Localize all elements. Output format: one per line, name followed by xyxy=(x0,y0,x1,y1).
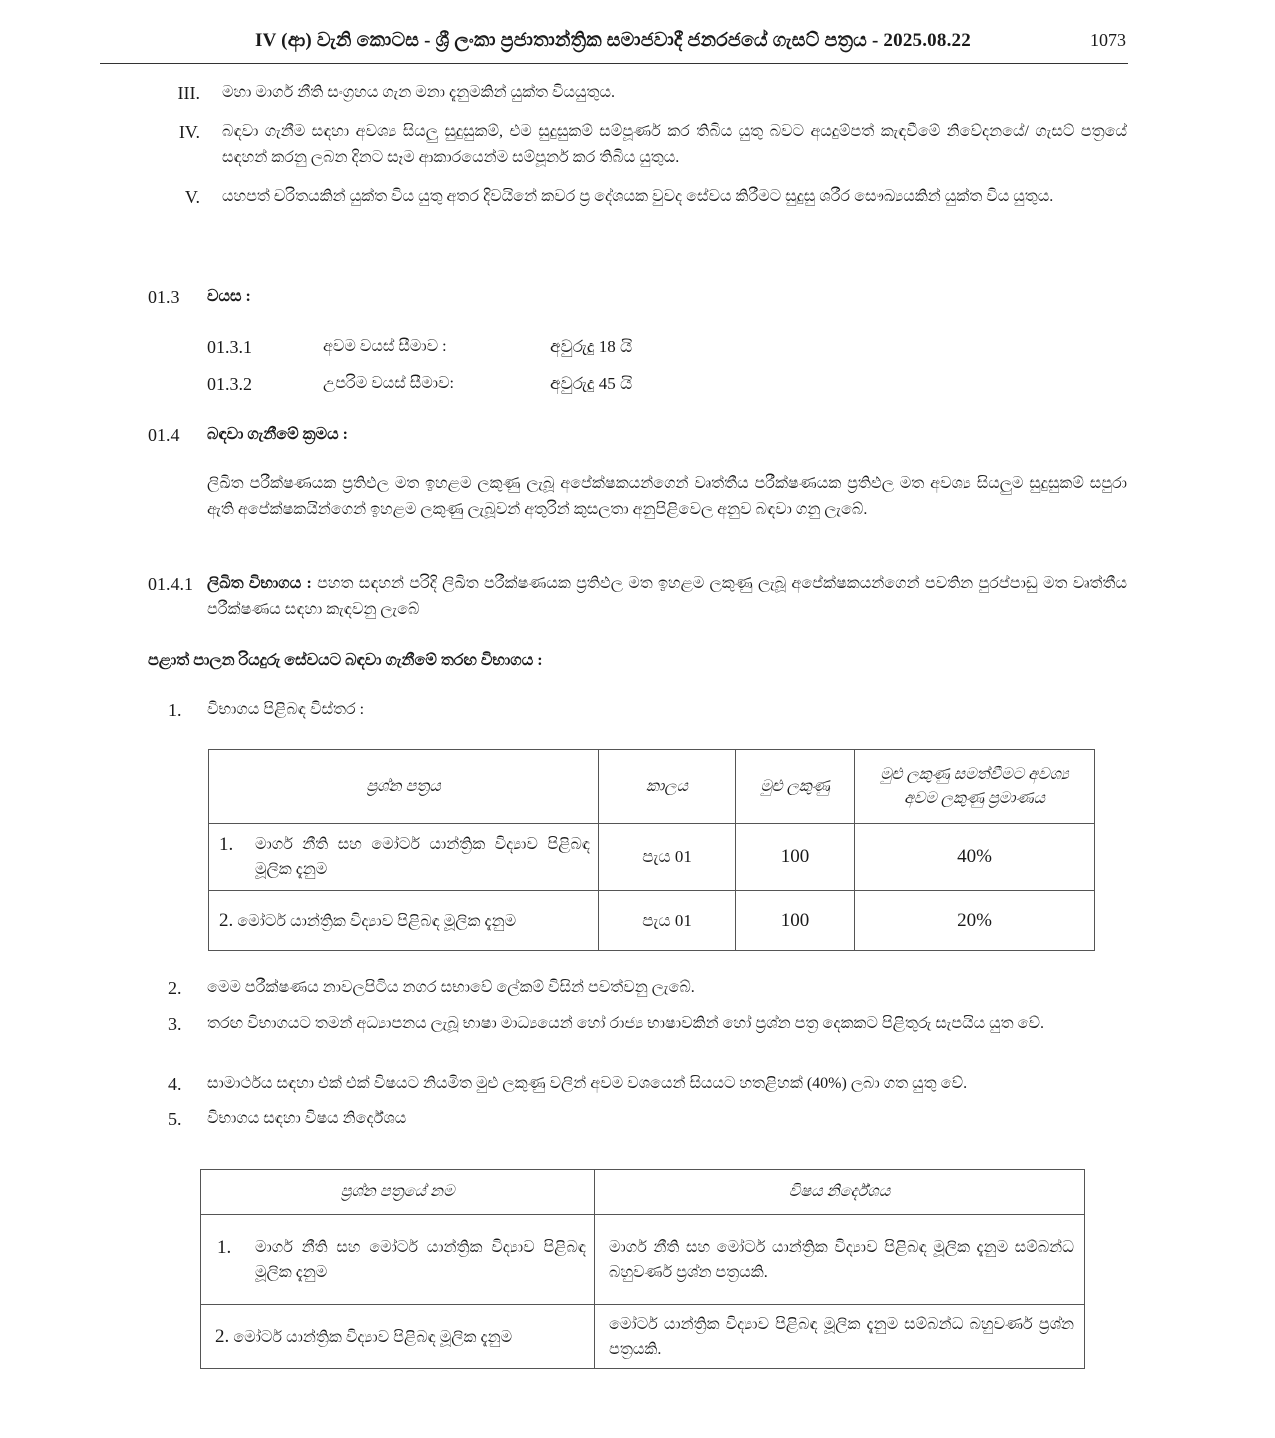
table-row xyxy=(209,891,1095,951)
requirement-numeral: IV. xyxy=(178,122,200,142)
exam-point-text: තරඟ විභාගයට තමන් අධ්‍යාපනය ලැබූ භාෂා මාධ්‍යයෙන් හෝ රාජ්‍ය භාෂාවකින් හෝ ප්‍රශ්න පත්‍ර දෙකකට පිළිතුරු සැපයිය යුත වේ. xyxy=(207,1015,1045,1032)
exam-details-table xyxy=(208,749,1095,951)
header-total-marks: මුළු ලකුණු xyxy=(736,750,855,824)
table-row xyxy=(201,1215,1085,1305)
paper-name: මෝටර් යාන්ත්‍රික විද්‍යාව පිළිබඳ මූලික දැනුම xyxy=(233,1328,513,1346)
table-header-row xyxy=(201,1170,1085,1215)
gazette-header-title: IV (ආ) වැනි කොටස - ශ්‍රී ලංකා ප්‍රජාතාන්ත්‍රික සමාජවාදී ජනරජයේ ගැසට් පත්‍රය - 2025.08.22 xyxy=(255,30,971,51)
paper-cell xyxy=(201,1215,595,1305)
written-exam-paragraph xyxy=(207,571,1127,623)
section-number: 01.4.1 xyxy=(148,574,193,594)
exam-point-text: විභාගය සඳහා විෂය නිර්දේශය xyxy=(207,1110,407,1127)
exam-point-number: 2. xyxy=(168,978,182,998)
row-number: 1. xyxy=(217,1236,232,1258)
age-item-number: 01.3.1 xyxy=(207,337,252,357)
paper-name: මාර්ග නීති සහ මෝටර් යාන්ත්‍රික විද්‍යාව පිළිබඳ මූලික දැනුම xyxy=(255,836,590,878)
paper-name: මාර්ග නීති සහ මෝටර් යාන්ත්‍රික විද්‍යාව පිළිබඳ මූලික දැනුම xyxy=(255,1238,586,1281)
age-item-label: අවම වයස් සීමාව : xyxy=(323,338,447,355)
requirement-text: මහා මාර්ග නීති සංග්‍රහය ගැන මනා දැනුමකින් යුක්ත වියයුතුය. xyxy=(222,84,616,101)
exam-point-number: 1. xyxy=(168,700,182,720)
age-item-label: උපරිම වයස් සීමාව: xyxy=(323,375,454,392)
table-header-row xyxy=(209,750,1095,824)
row-number: 2. xyxy=(219,909,234,931)
row-number: 1. xyxy=(219,834,234,855)
syllabus-cell: මෝටර් යාන්ත්‍රික විද්‍යාව පිළිබඳ මූලික දැනුම සම්බන්ධ බහුවර්ණ ප්‍රශ්න පත්‍රයකි. xyxy=(595,1305,1085,1369)
recruitment-body: ලිඛිත පරීක්ෂණයක ප්‍රතිඵල මත ඉහළම ලකුණු ලැබූ අපේක්ෂකයන්ගෙන් වෘත්තීය පරීක්ෂණයක ප්‍රතිඵල මත අවශ්‍ය සියලුම සුදුසුකම් සපුරා ඇති අපේක්ෂකයින්ගෙන් ඉහළම ලකුණු ලැබූවන් අතුරින් කුසලතා අනුපිළිවෙල අනුව බඳවා ගනු ලැබේ. xyxy=(207,475,1127,518)
age-item-value: අවුරුදු 18 යි xyxy=(550,337,633,356)
requirement-numeral: III. xyxy=(177,83,200,103)
pass-marks-cell: 40% xyxy=(855,824,1095,891)
section-title-recruitment: බඳවා ගැනීමේ ක්‍රමය : xyxy=(207,426,348,443)
header-syllabus: විෂය නිර්දේශය xyxy=(595,1170,1085,1215)
header-paper: ප්‍රශ්න පත්‍රය xyxy=(209,750,599,824)
header-pass-marks: මුළු ලකුණු සමත්වීමට අවශ්‍ය අවම ලකුණු ප්‍රමාණය xyxy=(855,750,1095,824)
exam-point-number: 5. xyxy=(168,1109,182,1129)
page-number: 1073 xyxy=(1090,30,1126,50)
row-number: 2. xyxy=(215,1325,230,1347)
duration-cell: පැය 01 xyxy=(599,824,736,891)
header-paper-name: ප්‍රශ්න පත්‍රයේ නම xyxy=(201,1170,595,1215)
exam-point-text: විභාගය පිළිබඳ විස්තර : xyxy=(207,701,365,718)
table-row xyxy=(209,824,1095,891)
paper-cell xyxy=(209,891,599,951)
syllabus-cell: මාර්ග නීති සහ මෝටර් යාන්ත්‍රික විද්‍යාව පිළිබඳ මූලික දැනුම සම්බන්ධ බහුවර්ණ ප්‍රශ්න පත්‍රයකි. xyxy=(595,1215,1085,1305)
paper-cell xyxy=(201,1305,595,1369)
section-number: 01.4 xyxy=(148,425,180,445)
paper-cell xyxy=(209,824,599,891)
paper-name: මෝටර් යාන්ත්‍රික විද්‍යාව පිළිබඳ මූලික දැනුම xyxy=(237,912,517,930)
requirement-text: යහපත් චරිතයකින් යුක්ත විය යුතු අතර දිවයිනේ කවර ප්‍ර දේශයක වුවද සේවය කිරීමට සුදුසු ශරීර සෞඛ්‍යයකින් යුක්ත විය යුතුය. xyxy=(222,188,1054,205)
requirement-text: බඳවා ගැනීම සඳහා අවශ්‍ය සියලු සුදුසුකම්, එම සුදුසුකම් සම්පූර්ණ කර තිබිය යුතු බවට අයදුම්පත් කැඳවීමේ නිවේදනයේ/ ගැසට් පත්‍රයේ සඳහන් කරනු ලබන දිනට සෑම ආකාරයෙන්ම සම්පූර්න කර තිබිය යුතුය. xyxy=(222,123,1127,166)
header-duration: කාලය xyxy=(599,750,736,824)
written-exam-title: ලිඛිත විභාගය : xyxy=(207,575,312,592)
exam-point-text: සාමාර්ථය සඳහා එක් එක් විෂයට නියමිත මුළු ලකුණු වලින් අවම වශයෙන් සියයට හතළිහක් (40%) ලබා ගත යුතු වේ. xyxy=(207,1075,968,1092)
table-row xyxy=(201,1305,1085,1369)
total-marks-cell: 100 xyxy=(736,891,855,951)
exam-point-text: මෙම පරීක්ෂණය නාවලපිටිය නගර සභාවේ ලේකම් විසින් පවත්වනු ලැබේ. xyxy=(207,979,695,996)
requirement-numeral: V. xyxy=(184,187,200,207)
syllabus-table xyxy=(200,1169,1085,1369)
section-number: 01.3 xyxy=(148,287,180,307)
written-exam-body: පහත සඳහන් පරිදි ලිඛිත පරීක්ෂණයක ප්‍රතිඵල මත ඉහළම ලකුණු ලැබූ අපේක්ෂකයන්ගෙන් පවතින පුරප්පාඩු මත වෘත්තීය පරීක්ෂණය සඳහා කැඳවනු ලැබේ xyxy=(207,575,1127,618)
age-item-number: 01.3.2 xyxy=(207,374,252,394)
age-item-value: අවුරුදු 45 යි xyxy=(550,374,633,393)
header-divider xyxy=(100,63,1128,64)
exam-point-number: 4. xyxy=(168,1074,182,1094)
exam-point-number: 3. xyxy=(168,1014,182,1034)
total-marks-cell: 100 xyxy=(736,824,855,891)
section-title-age: වයස : xyxy=(207,288,251,305)
exam-heading: පළාත් පාලන රියදුරු සේවයට බඳවා ගැනීමේ තරඟ විභාගය : xyxy=(148,652,543,669)
pass-marks-cell: 20% xyxy=(855,891,1095,951)
duration-cell: පැය 01 xyxy=(599,891,736,951)
